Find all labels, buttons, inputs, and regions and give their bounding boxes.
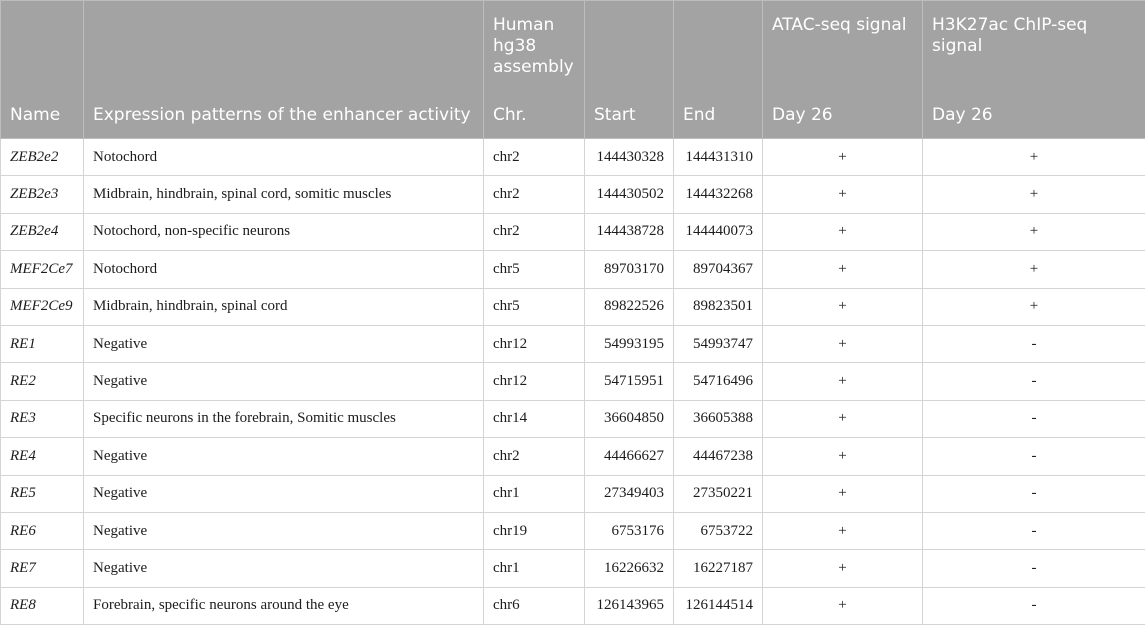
cell-name: ZEB2e4 [1,213,84,250]
cell-start: 54715951 [585,363,674,400]
cell-chr: chr14 [484,400,585,437]
table-row [1,512,1145,549]
cell-end: 16227187 [674,550,763,587]
cell-chip: - [923,438,1145,475]
cell-atac: + [763,176,923,213]
cell-name: RE3 [1,400,84,437]
col-name: Name [1,93,84,139]
cell-start: 89703170 [585,251,674,288]
cell-start: 144438728 [585,213,674,250]
cell-chip: - [923,512,1145,549]
cell-chip: + [923,139,1145,176]
cell-name: RE5 [1,475,84,512]
cell-chr: chr2 [484,438,585,475]
header-empty-pattern [84,1,484,93]
cell-chr: chr5 [484,251,585,288]
cell-chr: chr1 [484,550,585,587]
table-body [1,139,1145,625]
cell-atac: + [763,363,923,400]
cell-start: 144430328 [585,139,674,176]
cell-end: 144440073 [674,213,763,250]
header-empty-start [585,1,674,93]
cell-chr: chr2 [484,139,585,176]
cell-name: RE1 [1,325,84,362]
cell-chip: - [923,587,1145,624]
cell-chr: chr12 [484,325,585,362]
cell-pattern: Notochord [84,251,484,288]
cell-atac: + [763,139,923,176]
header-group-row [1,1,1145,93]
cell-pattern: Notochord [84,139,484,176]
table-row [1,325,1145,362]
cell-name: RE6 [1,512,84,549]
cell-end: 89823501 [674,288,763,325]
table-row [1,400,1145,437]
table-row [1,475,1145,512]
header-atac: ATAC-seq signal [763,1,923,93]
cell-chr: chr1 [484,475,585,512]
cell-start: 54993195 [585,325,674,362]
cell-chr: chr2 [484,176,585,213]
cell-chip: - [923,550,1145,587]
col-chr: Chr. [484,93,585,139]
cell-start: 6753176 [585,512,674,549]
cell-end: 54716496 [674,363,763,400]
cell-chip: + [923,176,1145,213]
header-empty-end [674,1,763,93]
cell-start: 144430502 [585,176,674,213]
cell-name: RE7 [1,550,84,587]
cell-end: 6753722 [674,512,763,549]
cell-start: 16226632 [585,550,674,587]
table-row [1,438,1145,475]
cell-pattern: Forebrain, specific neurons around the eye [84,587,484,624]
table-row [1,139,1145,176]
cell-end: 36605388 [674,400,763,437]
cell-atac: + [763,512,923,549]
cell-name: ZEB2e3 [1,176,84,213]
cell-end: 27350221 [674,475,763,512]
cell-chip: + [923,251,1145,288]
table-row [1,176,1145,213]
cell-pattern: Midbrain, hindbrain, spinal cord [84,288,484,325]
cell-start: 126143965 [585,587,674,624]
cell-chip: - [923,363,1145,400]
cell-end: 126144514 [674,587,763,624]
cell-atac: + [763,213,923,250]
table-row [1,288,1145,325]
col-end: End [674,93,763,139]
cell-chr: chr5 [484,288,585,325]
cell-end: 144432268 [674,176,763,213]
cell-atac: + [763,251,923,288]
table-row [1,550,1145,587]
header-empty-name [1,1,84,93]
cell-atac: + [763,475,923,512]
cell-pattern: Negative [84,363,484,400]
cell-pattern: Negative [84,438,484,475]
table-row [1,587,1145,624]
cell-chip: + [923,288,1145,325]
header-assembly: Human hg38 assembly [484,1,585,93]
cell-chr: chr19 [484,512,585,549]
cell-atac: + [763,288,923,325]
cell-pattern: Negative [84,325,484,362]
cell-chip: - [923,325,1145,362]
cell-end: 54993747 [674,325,763,362]
cell-atac: + [763,438,923,475]
cell-start: 44466627 [585,438,674,475]
cell-name: ZEB2e2 [1,139,84,176]
cell-pattern: Negative [84,475,484,512]
cell-end: 89704367 [674,251,763,288]
cell-chip: - [923,475,1145,512]
cell-start: 36604850 [585,400,674,437]
table-row [1,363,1145,400]
cell-end: 44467238 [674,438,763,475]
cell-chr: chr2 [484,213,585,250]
cell-pattern: Negative [84,550,484,587]
header-chip: H3K27ac ChIP-seq signal [923,1,1145,93]
table-row [1,213,1145,250]
col-pattern: Expression patterns of the enhancer activity [84,93,484,139]
cell-name: RE2 [1,363,84,400]
cell-end: 144431310 [674,139,763,176]
cell-chr: chr6 [484,587,585,624]
cell-name: RE8 [1,587,84,624]
col-atac-day: Day 26 [763,93,923,139]
cell-chr: chr12 [484,363,585,400]
cell-atac: + [763,400,923,437]
cell-start: 27349403 [585,475,674,512]
cell-pattern: Notochord, non-specific neurons [84,213,484,250]
cell-pattern: Midbrain, hindbrain, spinal cord, somitic muscles [84,176,484,213]
cell-name: MEF2Ce7 [1,251,84,288]
cell-name: MEF2Ce9 [1,288,84,325]
cell-chip: - [923,400,1145,437]
cell-chip: + [923,213,1145,250]
cell-pattern: Negative [84,512,484,549]
cell-atac: + [763,325,923,362]
col-start: Start [585,93,674,139]
cell-pattern: Specific neurons in the forebrain, Somitic muscles [84,400,484,437]
cell-atac: + [763,550,923,587]
header-column-row [1,93,1145,139]
cell-start: 89822526 [585,288,674,325]
table-row [1,251,1145,288]
cell-atac: + [763,587,923,624]
col-chip-day: Day 26 [923,93,1145,139]
cell-name: RE4 [1,438,84,475]
